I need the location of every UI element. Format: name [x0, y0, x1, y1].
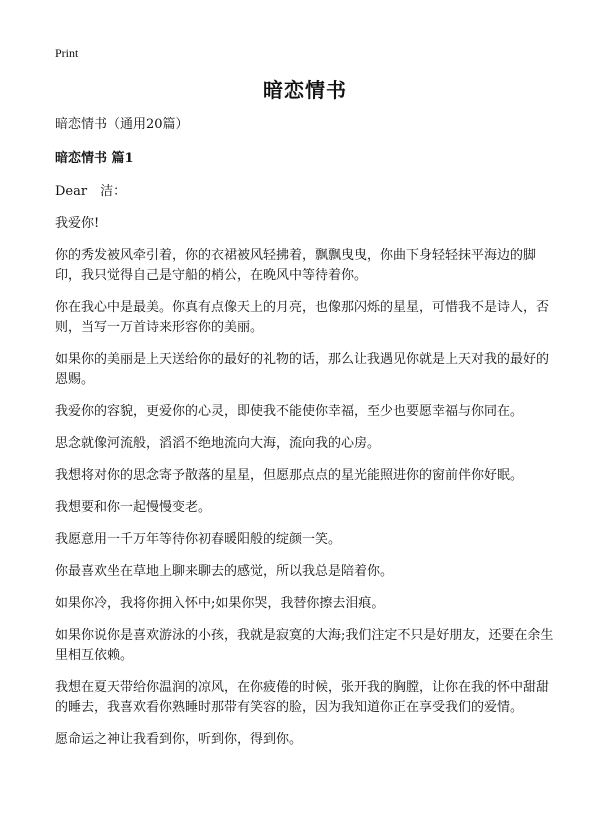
document-page [55, 44, 555, 762]
paragraph: 如果你说你是喜欢游泳的小孩，我就是寂寞的大海;我们注定不只是好朋友，还要在余生里相互依赖。 [55, 628, 554, 663]
paragraph: 愿命运之神让我看到你，听到你，得到你。 [55, 732, 303, 747]
paragraph: 你在我心中是最美。你真有点像天上的月亮，也像那闪烁的星星，可惜我不是诗人，否则，当写一万首诗来形容你的美丽。 [55, 300, 550, 335]
paragraph: 我愿意用一千万年等待你初春暖阳般的绽颜一笑。 [55, 532, 342, 547]
paragraph: 思念就像河流般，滔滔不绝地流向大海，流向我的心房。 [55, 436, 381, 451]
paragraph: 你的秀发被风牵引着，你的衣裙被风轻拂着，飘飘曳曳，你曲下身轻轻抹平海边的脚印，我只觉得自己是守船的梢公，在晚风中等待着你。 [55, 248, 537, 283]
paragraph: 我想在夏天带给你温润的凉风，在你疲倦的时候，张开我的胸膛，让你在我的怀中甜甜的睡去，我喜欢看你熟睡时那带有笑容的脸，因为我知道你正在享受我们的爱情。 [55, 680, 550, 715]
document-subtitle: 暗恋情书（通用20篇） [55, 117, 189, 132]
paragraph: 如果你冷，我将你拥入怀中;如果你哭，我替你擦去泪痕。 [55, 596, 385, 611]
paragraph: 我爱你的容貌，更爱你的心灵，即使我不能使你幸福，至少也要愿幸福与你同在。 [55, 404, 524, 419]
print-link[interactable]: Print [55, 46, 79, 60]
paragraph: 如果你的美丽是上天送给你的最好的礼物的话，那么让我遇见你就是上天对我的最好的恩赐。 [55, 352, 550, 387]
paragraph: 我爱你! [55, 216, 100, 231]
section-heading: 暗恋情书 篇1 [55, 151, 134, 166]
paragraph: 我想将对你的思念寄予散落的星星，但愿那点点的星光能照进你的窗前伴你好眠。 [55, 468, 524, 483]
document-title: 暗恋情书 [263, 78, 347, 102]
paragraph-salutation: Dear 洁： [55, 184, 127, 199]
paragraph: 我想要和你一起慢慢变老。 [55, 500, 212, 515]
paragraph: 你最喜欢坐在草地上聊来聊去的感觉，所以我总是陪着你。 [55, 564, 394, 579]
